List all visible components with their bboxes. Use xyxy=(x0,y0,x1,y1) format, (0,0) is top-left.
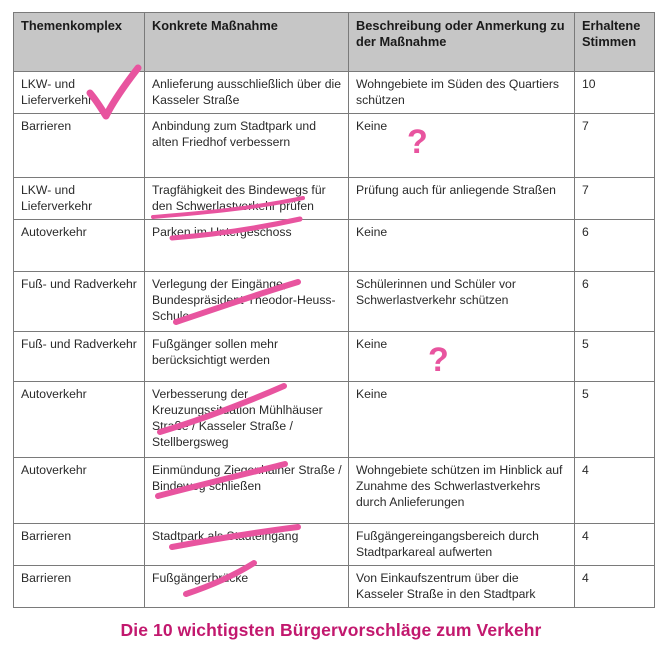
cell-theme: Fuß- und Radverkehr xyxy=(14,332,145,382)
table-row xyxy=(14,178,655,220)
table-header-row xyxy=(14,13,655,72)
cell-measure: Anlieferung ausschließlich über die Kasseler Straße xyxy=(145,72,349,114)
cell-measure: Parken im Untergeschoss xyxy=(145,220,349,272)
cell-theme: Barrieren xyxy=(14,114,145,178)
table-row xyxy=(14,524,655,566)
cell-note: Keine xyxy=(349,332,575,382)
cell-note: Von Einkaufszentrum über die Kasseler Straße in den Stadtpark xyxy=(349,566,575,608)
cell-votes: 5 xyxy=(575,382,655,458)
cell-votes: 6 xyxy=(575,272,655,332)
table-row xyxy=(14,220,655,272)
cell-measure: Stadtpark als Stadteingang xyxy=(145,524,349,566)
header-measure: Konkrete Maßnahme xyxy=(145,13,349,72)
table-row xyxy=(14,114,655,178)
cell-measure: Verlegung der Eingänge, Bundespräsident-Theodor-Heuss-Schule xyxy=(145,272,349,332)
cell-votes: 4 xyxy=(575,458,655,524)
table-row xyxy=(14,458,655,524)
question-mark-annotation: ? xyxy=(407,123,428,161)
cell-votes: 4 xyxy=(575,524,655,566)
table-row xyxy=(14,332,655,382)
table-row xyxy=(14,272,655,332)
cell-note: Keine xyxy=(349,114,575,178)
measures-table xyxy=(13,12,655,608)
cell-measure: Einmündung Ziegenhainer Straße / Bindeweg schließen xyxy=(145,458,349,524)
cell-measure: Anbindung zum Stadtpark und alten Friedhof verbessern xyxy=(145,114,349,178)
header-votes: Erhaltene Stimmen xyxy=(575,13,655,72)
cell-votes: 7 xyxy=(575,114,655,178)
cell-theme: Autoverkehr xyxy=(14,220,145,272)
cell-votes: 10 xyxy=(575,72,655,114)
table-row xyxy=(14,72,655,114)
cell-votes: 5 xyxy=(575,332,655,382)
question-mark-annotation: ? xyxy=(428,341,449,379)
cell-note: Wohngebiete im Süden des Quartiers schützen xyxy=(349,72,575,114)
cell-note: Keine xyxy=(349,220,575,272)
cell-measure: Fußgängerbrücke xyxy=(145,566,349,608)
cell-theme: Autoverkehr xyxy=(14,382,145,458)
cell-measure: Fußgänger sollen mehr berücksichtigt werden xyxy=(145,332,349,382)
cell-theme: Fuß- und Radverkehr xyxy=(14,272,145,332)
cell-measure: Tragfähigkeit des Bindewegs für den Schwerlastverkehr prüfen xyxy=(145,178,349,220)
header-theme: Themenkomplex xyxy=(14,13,145,72)
cell-theme: Autoverkehr xyxy=(14,458,145,524)
cell-theme: Barrieren xyxy=(14,524,145,566)
cell-theme: LKW- und Lieferverkehr xyxy=(14,178,145,220)
cell-note: Wohngebiete schützen im Hinblick auf Zunahme des Schwerlastverkehrs durch Anlieferungen xyxy=(349,458,575,524)
header-note: Beschreibung oder Anmerkung zu der Maßnahme xyxy=(349,13,575,72)
cell-votes: 4 xyxy=(575,566,655,608)
cell-note: Keine xyxy=(349,382,575,458)
cell-votes: 6 xyxy=(575,220,655,272)
table-row xyxy=(14,382,655,458)
cell-theme: Barrieren xyxy=(14,566,145,608)
cell-theme: LKW- und Lieferverkehr xyxy=(14,72,145,114)
table-row xyxy=(14,566,655,608)
cell-note: Prüfung auch für anliegende Straßen xyxy=(349,178,575,220)
cell-votes: 7 xyxy=(575,178,655,220)
cell-note: Fußgängereingangsbereich durch Stadtparkareal aufwerten xyxy=(349,524,575,566)
cell-measure: Verbesserung der Kreuzungssituation Mühlhäuser Straße / Kasseler Straße / Stellbergsweg xyxy=(145,382,349,458)
cell-note: Schülerinnen und Schüler vor Schwerlastverkehr schützen xyxy=(349,272,575,332)
figure-caption: Die 10 wichtigsten Bürgervorschläge zum Verkehr xyxy=(120,620,542,640)
